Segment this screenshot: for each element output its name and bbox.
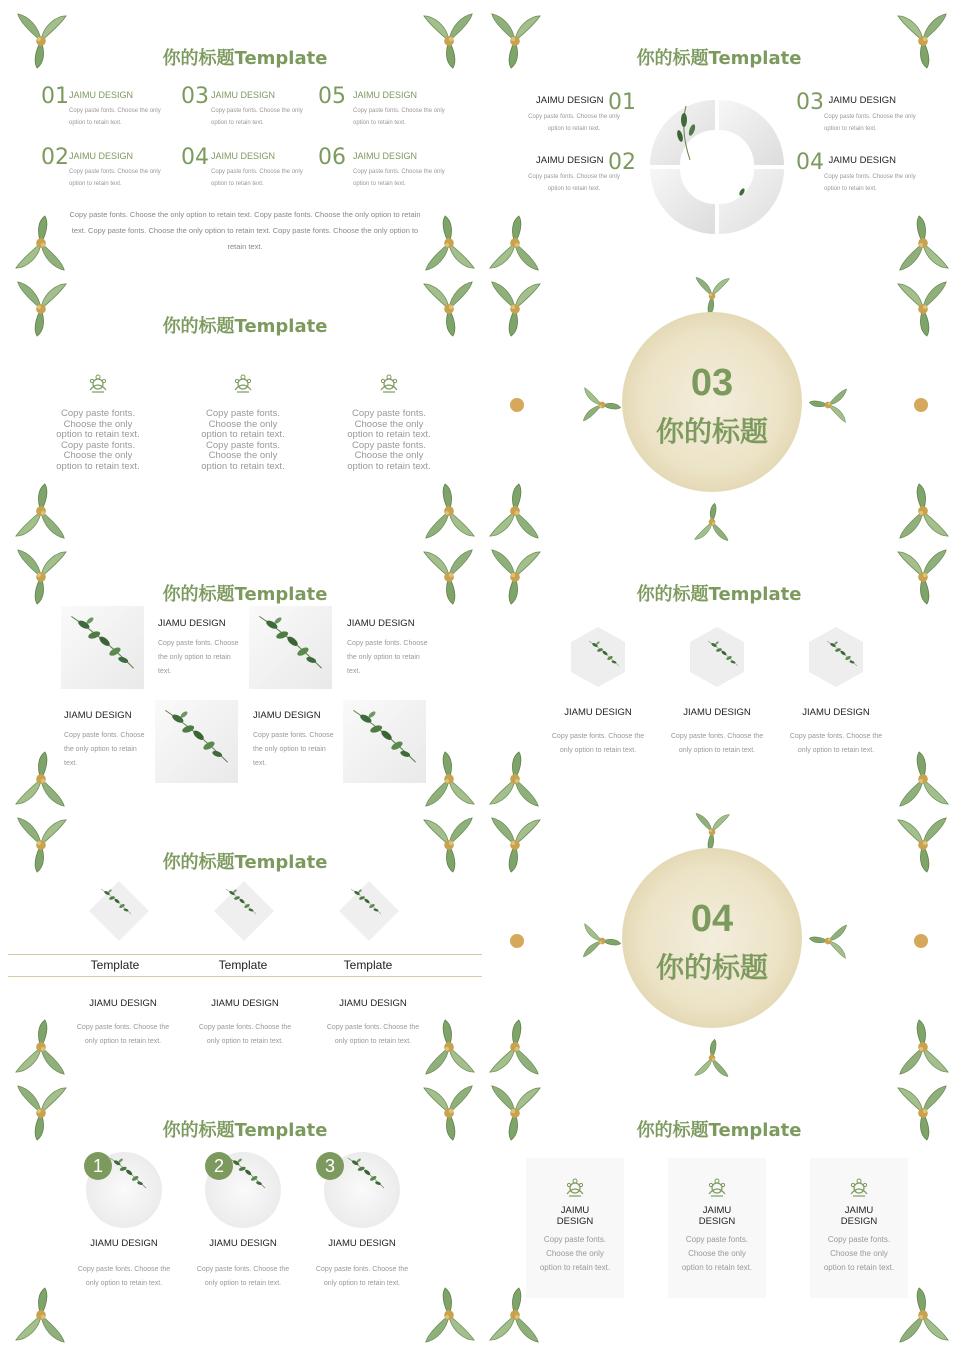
hexagon-photo — [689, 626, 745, 688]
slide-diamonds — [8, 812, 482, 1078]
holly-icon — [420, 482, 478, 540]
item-number: 03 — [796, 90, 824, 115]
holly-icon — [420, 1286, 478, 1344]
card-text: Copy paste fonts. Choose the only option to retain text. — [196, 1266, 290, 1287]
column-text: Copy paste fonts. Choose the only option to retain text. Copy paste fonts. Choose the only option to retain text. — [56, 408, 140, 472]
gold-dot — [510, 934, 524, 948]
holly-icon — [894, 750, 952, 808]
photo-caption — [158, 618, 244, 679]
holly-icon — [486, 214, 544, 272]
item-heading: JAIMU DESIGN — [535, 155, 604, 166]
diamond-caption — [73, 998, 173, 1049]
caption-text: Copy paste fonts. Choose the only option to retain text. — [347, 640, 428, 675]
caption-heading: JIAMU DESIGN — [211, 998, 279, 1009]
body-paragraph: Copy paste fonts. Choose the only option to retain text. Copy paste fonts. Choose the only option to retain text. Copy paste fonts. Choose the only option to retain text. Copy paste fonts. Choose the only option to retain text. — [69, 210, 421, 251]
circle-card — [74, 1152, 174, 1291]
caption-heading: JIAMU DESIGN — [89, 998, 157, 1009]
ornament-icon — [705, 1176, 729, 1200]
item-number: 01 — [41, 84, 69, 109]
hexagon-photo — [570, 626, 626, 688]
holly-icon — [894, 482, 952, 540]
hex-card — [786, 626, 886, 758]
holly-icon — [12, 1286, 70, 1344]
info-card — [526, 1158, 624, 1298]
slide-section-04 — [482, 812, 956, 1078]
item-text: Copy paste fonts. Choose the only option to retain text. — [69, 108, 161, 126]
card-heading: JIAMU DESIGN — [90, 1238, 158, 1249]
card-heading: JAIMU DESIGN — [698, 1205, 736, 1227]
holly-icon — [688, 502, 736, 542]
caption-heading: JIAMU DESIGN — [158, 618, 226, 629]
column — [193, 372, 293, 472]
item-heading: JAIMU DESIGN — [828, 95, 897, 106]
card-heading: JAIMU DESIGN — [556, 1205, 594, 1227]
slide-title: 你的标题Template — [162, 316, 328, 337]
plant-photo — [343, 700, 426, 783]
holly-icon — [894, 280, 952, 338]
item-number: 05 — [318, 84, 346, 109]
slide-hexagons — [482, 544, 956, 810]
caption-heading: JIAMU DESIGN — [347, 618, 415, 629]
slide-title: 你的标题Template — [636, 584, 802, 605]
column-text: Copy paste fonts. Choose the only option to retain text. Copy paste fonts. Choose the only option to retain text. — [347, 408, 431, 472]
caption-text: Copy paste fonts. Choose the only option to retain text. — [64, 732, 145, 767]
caption-text: Copy paste fonts. Choose the only option to retain text. — [198, 1024, 292, 1045]
card-heading: JIAMU DESIGN — [209, 1238, 277, 1249]
card-text: Copy paste fonts. Choose the only option to retain text. — [789, 733, 883, 754]
holly-icon — [894, 1018, 952, 1076]
diamond-caption — [195, 998, 295, 1049]
holly-icon — [420, 750, 478, 808]
item-text: Copy paste fonts. Choose the only option to retain text. — [211, 169, 303, 187]
hex-card — [667, 626, 767, 758]
ornament-icon — [231, 372, 255, 396]
item-heading: JAIMU DESIGN — [69, 151, 134, 161]
holly-icon — [12, 482, 70, 540]
slide-title: 你的标题Template — [162, 852, 328, 873]
number-badge: 1 — [84, 1152, 112, 1180]
plant-photo — [61, 606, 144, 689]
circle-card — [312, 1152, 412, 1291]
holly-icon — [12, 750, 70, 808]
holly-icon — [688, 812, 736, 852]
card-heading: JIAMU DESIGN — [683, 707, 751, 718]
hexagon-photo — [808, 626, 864, 688]
item-text: Copy paste fonts. Choose the only option to retain text. — [211, 108, 303, 126]
column-text: Copy paste fonts. Choose the only option to retain text. Copy paste fonts. Choose the only option to retain text. — [201, 408, 285, 472]
hex-card — [548, 626, 648, 758]
slide-title: 你的标题Template — [162, 584, 328, 605]
slide-title: 你的标题Template — [636, 48, 802, 69]
plant-photo — [155, 700, 238, 783]
ring-item-right-2 — [796, 150, 926, 195]
slide-numbered-list — [8, 8, 482, 274]
holly-icon — [688, 1038, 736, 1078]
info-card — [668, 1158, 766, 1298]
card-text: Copy paste fonts. Choose the only option to retain text. — [670, 733, 764, 754]
card-heading: JIAMU DESIGN — [802, 707, 870, 718]
holly-icon — [486, 816, 544, 874]
card-text: Copy paste fonts. Choose the only option to retain text. — [315, 1266, 409, 1287]
card-text: Copy paste fonts. Choose the only option to retain text. — [77, 1266, 171, 1287]
holly-icon — [805, 385, 851, 425]
caption-text: Copy paste fonts. Choose the only option to retain text. — [253, 732, 334, 767]
ornament-icon — [847, 1176, 871, 1200]
holly-icon — [579, 921, 625, 961]
photo-caption — [347, 618, 433, 679]
item-text: Copy paste fonts. Choose the only option to retain text. — [353, 169, 445, 187]
item-number: 04 — [181, 145, 209, 170]
ring-item-right-1 — [796, 90, 926, 135]
section-number: 04 — [690, 898, 734, 940]
divider-line — [8, 954, 482, 955]
item-text: Copy paste fonts. Choose the only option to retain text. — [528, 114, 620, 132]
ring-diagram — [650, 100, 784, 234]
divider-line — [8, 976, 482, 977]
gold-dot — [914, 934, 928, 948]
holly-icon — [420, 1018, 478, 1076]
ring-item-left-2 — [512, 150, 636, 195]
slide-three-columns — [8, 276, 482, 542]
holly-icon — [688, 276, 736, 316]
plant-photo — [249, 606, 332, 689]
holly-icon — [486, 482, 544, 540]
diamond-caption — [323, 998, 423, 1049]
ornament-icon — [563, 1176, 587, 1200]
diamond-photo — [213, 880, 275, 942]
section-title: 你的标题 — [655, 952, 768, 983]
diamond-photo — [88, 880, 150, 942]
ornament-icon — [377, 372, 401, 396]
section-circle — [622, 848, 802, 1028]
item-heading: JAIMU DESIGN — [69, 90, 134, 100]
diamond-photo — [338, 880, 400, 942]
column — [339, 372, 439, 472]
item-heading: JAIMU DESIGN — [828, 155, 897, 166]
template-label: Template — [343, 958, 393, 972]
caption-heading: JIAMU DESIGN — [64, 710, 132, 721]
slide-title: 你的标题Template — [162, 48, 328, 69]
item-number: 01 — [608, 90, 636, 115]
gold-dot — [510, 398, 524, 412]
card-heading: JIAMU DESIGN — [328, 1238, 396, 1249]
item-heading: JAIMU DESIGN — [535, 95, 604, 106]
card-text: Copy paste fonts. Choose the only option to retain text. — [551, 733, 645, 754]
column — [48, 372, 148, 472]
item-heading: JAIMU DESIGN — [353, 151, 418, 161]
slide-photo-grid — [8, 544, 482, 810]
info-card — [810, 1158, 908, 1298]
gold-dot — [914, 398, 928, 412]
holly-icon — [12, 1018, 70, 1076]
card-heading: JAIMU DESIGN — [840, 1205, 878, 1227]
number-badge: 3 — [316, 1152, 344, 1180]
card-heading: JIAMU DESIGN — [564, 707, 632, 718]
circle-card — [193, 1152, 293, 1291]
number-badge: 2 — [205, 1152, 233, 1180]
item-text: Copy paste fonts. Choose the only option to retain text. — [824, 174, 916, 192]
template-label: Template — [218, 958, 268, 972]
item-heading: JAIMU DESIGN — [353, 90, 418, 100]
item-text: Copy paste fonts. Choose the only option to retain text. — [824, 114, 916, 132]
item-text: Copy paste fonts. Choose the only option to retain text. — [69, 169, 161, 187]
holly-icon — [894, 214, 952, 272]
item-number: 02 — [41, 145, 69, 170]
holly-icon — [805, 921, 851, 961]
holly-icon — [486, 1018, 544, 1076]
photo-caption — [64, 710, 150, 771]
item-heading: JAIMU DESIGN — [211, 151, 276, 161]
section-number: 03 — [690, 362, 734, 404]
item-heading: JAIMU DESIGN — [211, 90, 276, 100]
photo-caption — [253, 710, 339, 771]
section-title: 你的标题 — [655, 416, 768, 447]
slide-title: 你的标题Template — [636, 1120, 802, 1141]
slide-cards — [482, 1080, 956, 1346]
holly-icon — [894, 816, 952, 874]
item-text: Copy paste fonts. Choose the only option to retain text. — [528, 174, 620, 192]
item-number: 04 — [796, 150, 824, 175]
slide-title: 你的标题Template — [162, 1120, 328, 1141]
holly-icon — [486, 750, 544, 808]
caption-heading: JIAMU DESIGN — [253, 710, 321, 721]
caption-heading: JIAMU DESIGN — [339, 998, 407, 1009]
caption-text: Copy paste fonts. Choose the only option to retain text. — [76, 1024, 170, 1045]
item-text: Copy paste fonts. Choose the only option to retain text. — [353, 108, 445, 126]
card-text: Copy paste fonts. Choose the only option to retain text. — [823, 1235, 895, 1272]
ring-item-left-1 — [512, 90, 636, 135]
section-circle — [622, 312, 802, 492]
ornament-icon — [86, 372, 110, 396]
slide-section-03 — [482, 276, 956, 542]
card-text: Copy paste fonts. Choose the only option to retain text. — [539, 1235, 611, 1272]
card-text: Copy paste fonts. Choose the only option to retain text. — [681, 1235, 753, 1272]
item-number: 03 — [181, 84, 209, 109]
slide-numbered-circles — [8, 1080, 482, 1346]
template-label: Template — [90, 958, 140, 972]
item-number: 06 — [318, 145, 346, 170]
slide-ring-diagram — [482, 8, 956, 274]
holly-icon — [579, 385, 625, 425]
item-number: 02 — [608, 150, 636, 175]
caption-text: Copy paste fonts. Choose the only option to retain text. — [158, 640, 239, 675]
caption-text: Copy paste fonts. Choose the only option to retain text. — [326, 1024, 420, 1045]
holly-icon — [486, 280, 544, 338]
